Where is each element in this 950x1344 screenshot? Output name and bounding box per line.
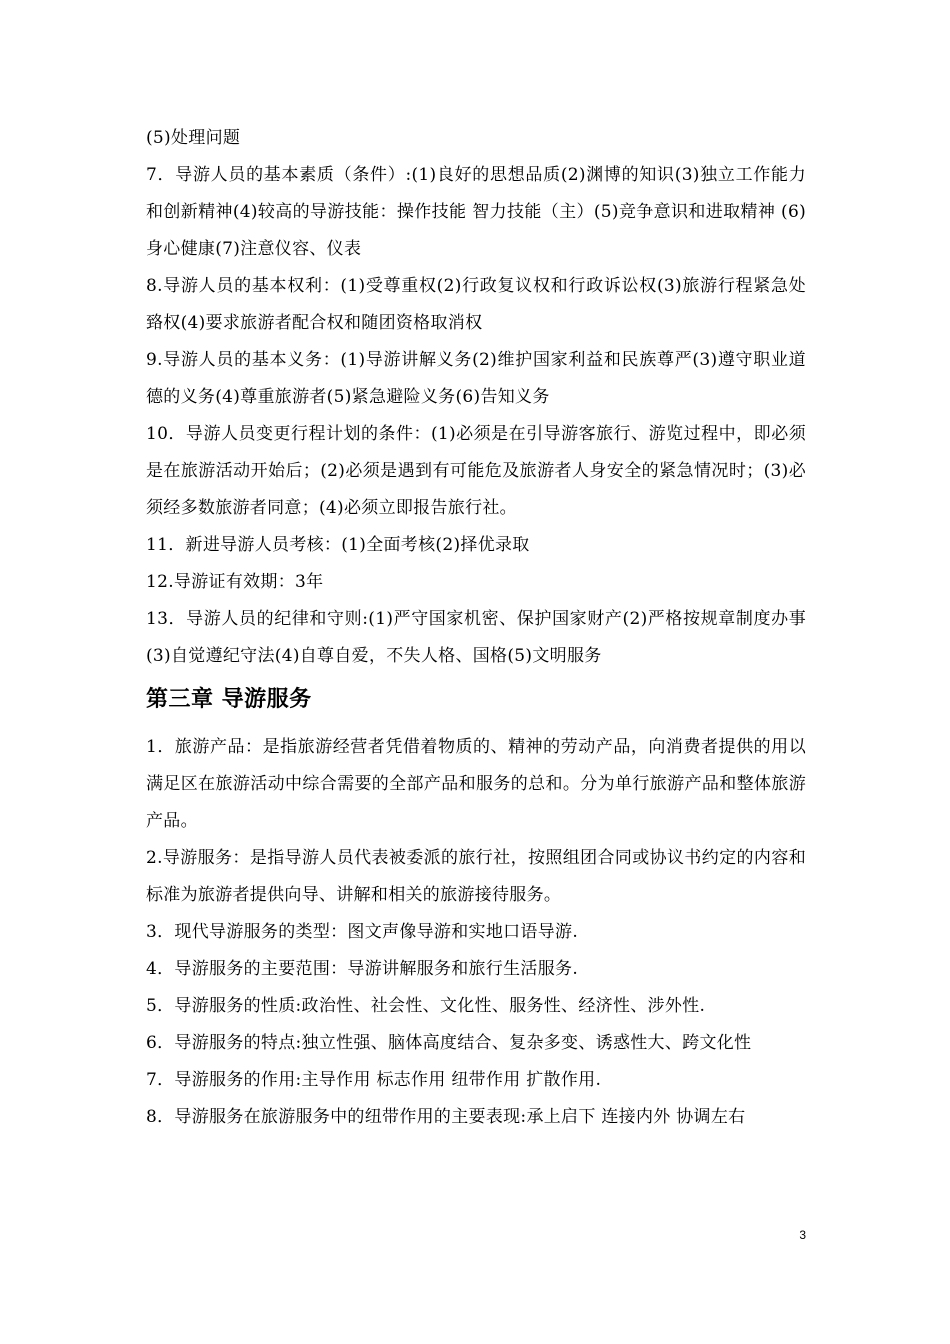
page-number: 3 — [799, 1228, 806, 1242]
paragraph: 10．导游人员变更行程计划的条件：(1)必须是在引导游客旅行、游览过程中，即必须是在旅游活动开始后；(2)必须是遇到有可能危及旅游者人身安全的紧急情况时；(3)必须经多数旅游者同意；(4)必须立即报告旅行社。 — [146, 424, 806, 518]
paragraph: 7．导游人员的基本素质（条件）:(1)良好的思想品质(2)渊博的知识(3)独立工作能力和创新精神(4)较高的导游技能：操作技能 智力技能（主）(5)竞争意识和进取精神 (6)身心健康(7)注意仪容、仪表 — [146, 165, 806, 259]
paragraph: 4．导游服务的主要范围：导游讲解服务和旅行生活服务. — [146, 959, 579, 979]
paragraph: 8.导游人员的基本权利：(1)受尊重权(2)行政复议权和行政诉讼权(3)旅游行程紧急处臵权(4)要求旅游者配合权和随团资格取消权 — [146, 276, 806, 333]
paragraph: 11．新进导游人员考核：(1)全面考核(2)择优录取 — [146, 535, 530, 555]
paragraph: 1．旅游产品：是指旅游经营者凭借着物质的、精神的劳动产品，向消费者提供的用以满足区在旅游活动中综合需要的全部产品和服务的总和。分为单行旅游产品和整体旅游产品。 — [146, 737, 806, 831]
document-page — [146, 120, 806, 1136]
paragraph: 5．导游服务的性质:政治性、社会性、文化性、服务性、经济性、涉外性. — [146, 996, 706, 1016]
paragraph: 13．导游人员的纪律和守则:(1)严守国家机密、保护国家财产(2)严格按规章制度办事(3)自觉遵纪守法(4)自尊自爱，不失人格、国格(5)文明服务 — [146, 609, 806, 666]
chapter-heading: 第三章 导游服务 — [146, 687, 312, 712]
paragraph: 9.导游人员的基本义务：(1)导游讲解义务(2)维护国家利益和民族尊严(3)遵守职业道德的义务(4)尊重旅游者(5)紧急避险义务(6)告知义务 — [146, 350, 806, 407]
paragraph: 3．现代导游服务的类型：图文声像导游和实地口语导游. — [146, 922, 579, 942]
paragraph: 6．导游服务的特点:独立性强、脑体高度结合、复杂多变、诱惑性大、跨文化性 — [146, 1033, 752, 1053]
paragraph: 8．导游服务在旅游服务中的纽带作用的主要表现:承上启下 连接内外 协调左右 — [146, 1107, 746, 1127]
paragraph: (5)处理问题 — [146, 128, 241, 148]
paragraph: 7．导游服务的作用:主导作用 标志作用 纽带作用 扩散作用. — [146, 1070, 602, 1090]
paragraph: 12.导游证有效期：3年 — [146, 572, 324, 592]
paragraph: 2.导游服务：是指导游人员代表被委派的旅行社，按照组团合同或协议书约定的内容和标准为旅游者提供向导、讲解和相关的旅游接待服务。 — [146, 848, 806, 905]
